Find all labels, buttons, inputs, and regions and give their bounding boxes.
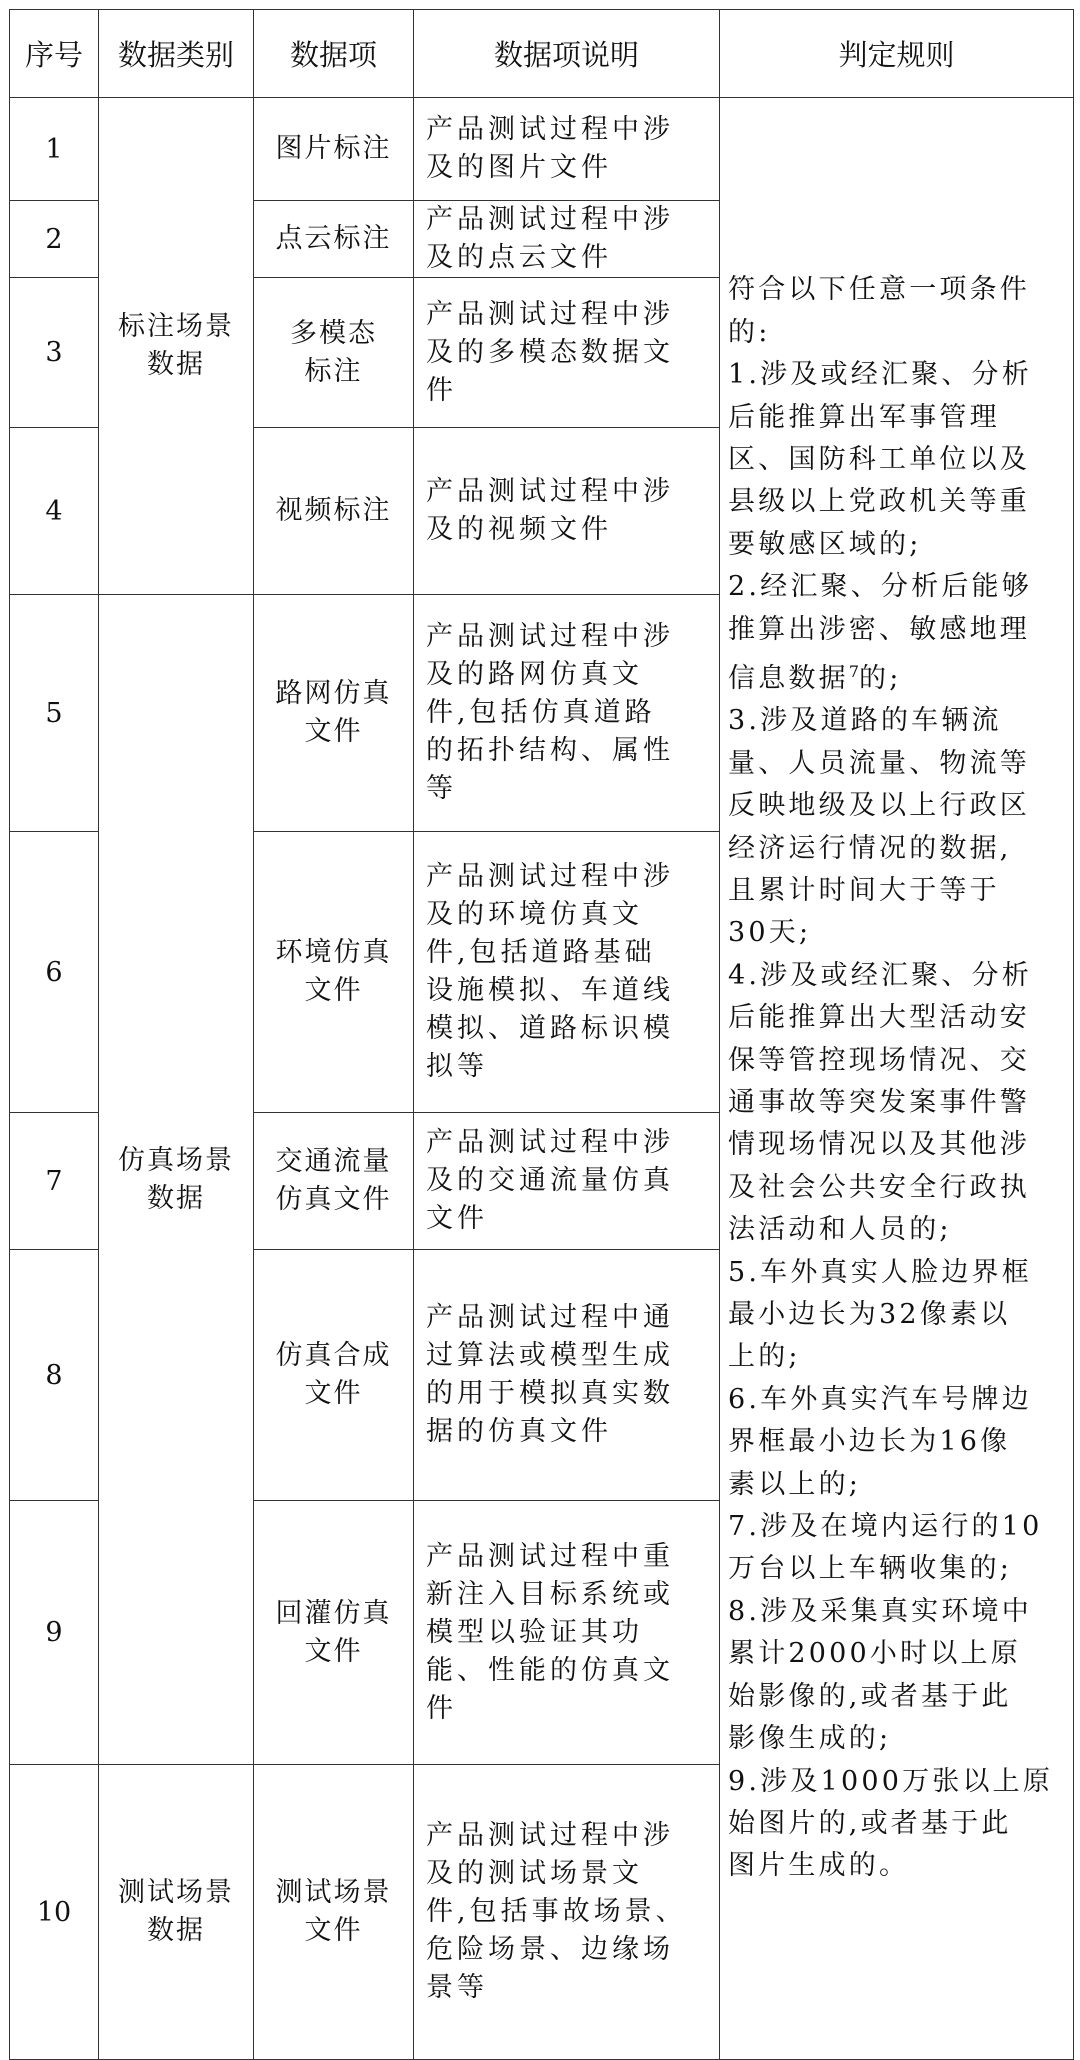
row-number: 2 [10,201,99,278]
category-line: 数据 [147,1915,205,1946]
rule-line: 最小边长为32像素以 [728,1299,1011,1331]
item-cell [254,1501,414,1765]
description-line: 及的路网仿真文 [426,659,643,690]
item-cell [254,1765,414,2060]
rule-line: 经济运行情况的数据, [728,832,1012,864]
description-line: 产品测试过程中涉 [426,204,674,235]
description-line: 件 [426,1692,457,1724]
rule-text: 的; [859,662,902,694]
description-line: 据的仿真文件 [426,1416,612,1447]
item-cell [254,1113,414,1250]
item-line: 文件 [304,1378,363,1409]
description-line: 产品测试过程中通 [426,1302,674,1333]
description-cell [414,1250,720,1501]
row-number: 7 [10,1113,99,1250]
description-cell [414,278,720,428]
rule-line: 县级以上党政机关等重 [728,486,1030,518]
item-cell [254,278,414,428]
rule-line: 始影像的,或者基于此 [728,1680,1012,1712]
item-cell [254,201,414,278]
rule-line: 区、国防科工单位以及 [728,443,1030,475]
description-line: 产品测试过程中涉 [426,1820,674,1851]
rule-line: 通事故等突发案事件警 [728,1087,1030,1118]
rule-line: 7.涉及在境内运行的10 [728,1511,1043,1543]
rule-line: 符合以下任意一项条件 [728,274,1030,306]
description-line: 文件 [426,1203,488,1234]
item-line: 图片标注 [275,133,392,164]
rule-line: 且累计时间大于等于 [728,874,1000,906]
item-line: 视频标注 [275,495,392,526]
rule-line: 法活动和人员的; [728,1214,952,1246]
rule-line: 上的; [728,1341,801,1373]
description-line: 能、性能的仿真文 [426,1654,674,1686]
category-line: 仿真场景 [118,1144,234,1176]
category-line: 数据 [147,1182,205,1214]
description-cell [414,595,720,832]
item-line: 文件 [304,1915,363,1946]
description-cell [414,98,720,201]
item-cell [254,1250,414,1501]
row-number: 5 [10,595,99,832]
rule-line: 万台以上车辆收集的; [728,1553,1013,1585]
rule-line: 影像生成的; [728,1723,892,1755]
description-line: 设施模拟、车道线 [426,975,674,1006]
description-line: 新注入目标系统或 [426,1578,674,1610]
item-cell [254,832,414,1113]
item-line: 点云标注 [275,223,392,254]
item-line: 文件 [304,975,363,1006]
data-classification-table [9,9,1074,2060]
rule-line: 6.车外真实汽车号牌边 [728,1383,1032,1415]
rule-line: 及社会公共安全行政执 [728,1171,1030,1203]
rule-line-footnote [728,651,1073,700]
rule-line: 图片生成的。 [728,1850,910,1882]
description-line: 拟等 [426,1051,488,1082]
item-line: 测试场景 [275,1877,392,1908]
description-line: 等 [426,773,457,804]
description-line: 产品测试过程中涉 [426,1127,674,1158]
description-line: 及的交通流量仿真 [426,1165,674,1196]
item-cell [254,98,414,201]
description-line: 产品测试过程中涉 [426,114,674,145]
description-line: 件,包括仿真道路 [426,697,656,728]
category-cell [99,1765,254,2060]
row-number: 3 [10,278,99,428]
rule-line: 5.车外真实人脸边界框 [728,1256,1032,1288]
row-number: 8 [10,1250,99,1501]
rule-line: 情现场情况以及其他涉 [728,1129,1030,1161]
description-cell [414,832,720,1113]
rule-line: 8.涉及采集真实环境中 [728,1595,1032,1627]
table-row [10,98,1074,201]
header-row [10,10,1074,98]
description-line: 的拓扑结构、属性 [426,735,674,766]
description-line: 产品测试过程中涉 [426,621,674,652]
description-line: 景等 [426,1972,488,2003]
description-line: 产品测试过程中重 [426,1540,674,1572]
rule-cell [720,98,1074,2060]
description-line: 及的视频文件 [426,514,612,545]
rule-line: 始图片的,或者基于此 [728,1807,1012,1839]
row-number: 6 [10,832,99,1113]
rule-line: 9.涉及1000万张以上原 [728,1765,1054,1797]
category-line: 标注场景 [118,311,234,342]
category-line: 测试场景 [118,1877,234,1908]
item-line: 路网仿真 [275,678,392,709]
item-line: 文件 [304,716,363,747]
item-line: 交通流量 [275,1146,392,1177]
row-number: 4 [10,428,99,595]
category-cell [99,98,254,595]
rule-line: 2.经汇聚、分析后能够 [728,571,1032,603]
item-cell [254,428,414,595]
description-line: 件 [426,374,457,406]
item-line: 回灌仿真 [275,1597,392,1629]
rule-line: 推算出涉密、敏感地理 [728,613,1030,645]
description-line: 产品测试过程中涉 [426,476,674,507]
item-cell [254,595,414,832]
description-line: 产品测试过程中涉 [426,861,674,892]
header-index: 序号 [10,10,99,98]
item-line: 仿真合成 [275,1340,392,1371]
item-line: 仿真文件 [275,1184,392,1215]
rule-line: 后能推算出大型活动安 [728,1002,1030,1034]
description-line: 及的环境仿真文 [426,899,643,930]
category-line: 数据 [147,349,205,380]
footnote-marker: 7 [848,661,859,681]
item-line: 多模态 [290,317,377,349]
description-line: 模拟、道路标识模 [426,1013,674,1044]
description-cell [414,428,720,595]
header-category: 数据类别 [99,10,254,98]
rule-line: 的: [728,316,771,348]
category-cell [99,595,254,1765]
description-line: 及的点云文件 [426,242,612,273]
item-line: 标注 [304,355,363,387]
rule-line: 3.涉及道路的车辆流 [728,705,1002,737]
header-item-description: 数据项说明 [414,10,720,98]
description-line: 危险场景、边缘场 [426,1934,674,1965]
description-cell [414,1765,720,2060]
description-line: 件,包括道路基础 [426,937,656,968]
description-line: 件,包括事故场景、 [426,1896,687,1927]
description-cell [414,1113,720,1250]
header-rule: 判定规则 [720,10,1074,98]
rule-line: 要敏感区域的; [728,528,922,560]
description-line: 模型以验证其功 [426,1616,643,1648]
description-line: 及的多模态数据文 [426,336,674,368]
rule-line: 反映地级及以上行政区 [728,790,1030,822]
rule-line: 界框最小边长为16像 [728,1426,1011,1458]
rule-text: 信息数据 [728,662,849,694]
rule-line: 1.涉及或经汇聚、分析 [728,359,1032,391]
description-cell [414,1501,720,1765]
row-number: 10 [10,1765,99,2060]
rule-line: 累计2000小时以上原 [728,1638,1021,1670]
rule-line: 素以上的; [728,1468,862,1500]
description-cell [414,201,720,278]
description-line: 过算法或模型生成 [426,1340,674,1371]
header-item: 数据项 [254,10,414,98]
row-number: 9 [10,1501,99,1765]
item-line: 环境仿真 [275,937,392,968]
description-line: 及的测试场景文 [426,1858,643,1889]
description-line: 及的图片文件 [426,152,612,183]
rule-line: 后能推算出军事管理 [728,401,1000,433]
row-number: 1 [10,98,99,201]
rule-line: 量、人员流量、物流等 [728,747,1030,779]
rule-line: 4.涉及或经汇聚、分析 [728,959,1032,991]
rule-line: 保等管控现场情况、交 [728,1044,1030,1076]
item-line: 文件 [304,1635,363,1667]
rule-line: 30天; [728,917,812,949]
description-line: 产品测试过程中涉 [426,298,674,330]
description-line: 的用于模拟真实数 [426,1378,674,1409]
